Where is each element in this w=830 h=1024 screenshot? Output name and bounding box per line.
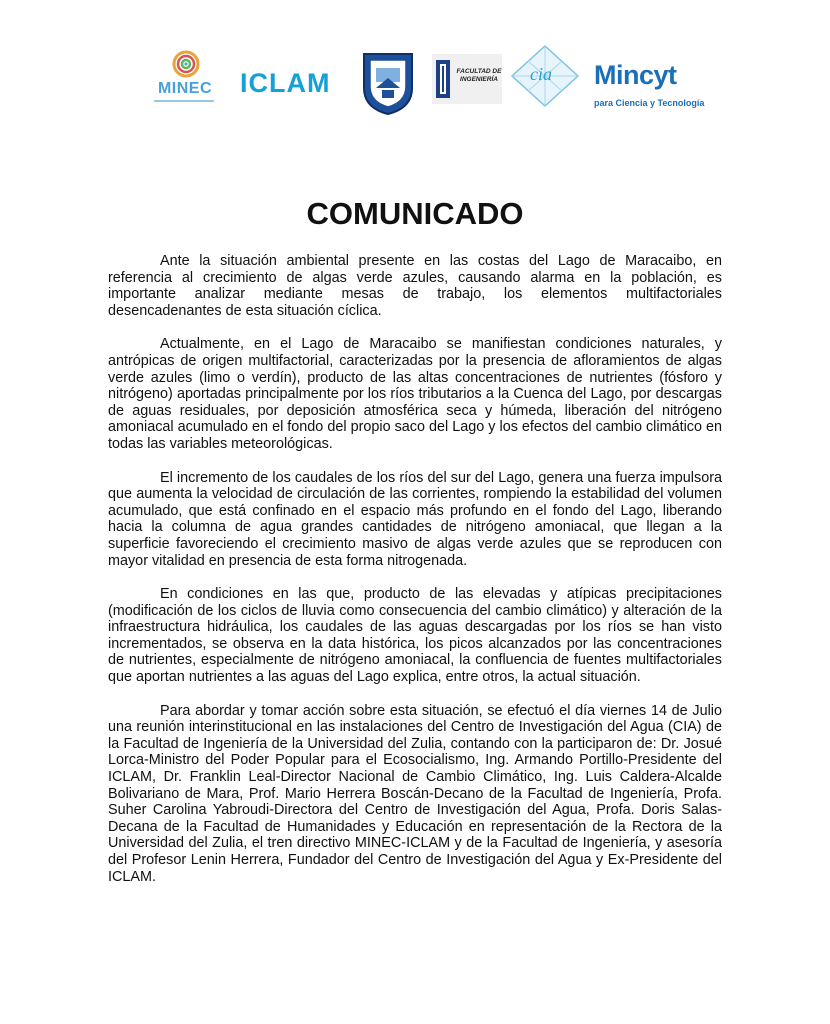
logo-bar <box>150 44 720 122</box>
minec-logo-underline <box>154 100 214 102</box>
paragraph-5: Para abordar y tomar acción sobre esta situación, se efectuó el día viernes 14 de Julio una reunión interinstitucional en las instalaciones del Centro de Investigación del Agua (CIA) de la Facultad de Ingeniería de la Universidad del Zulia, contando con la participaron de: Dr. Josué Lorca-Ministro del Poder Popular para el Ecosocialismo, Ing. Armando Portillo-Presidente del ICLAM, Dr. Franklin Leal-Director Nacional de Cambio Climático, Ing. Luis Caldera-Alcalde Bolivariano de Mara, Prof. Mario Herrera Boscán-Decano de la Facultad de Ingeniería, Profa. Suher Carolina Yabroudi-Directora del Centro de Investigación del Agua, Profa. Doris Salas-Decana de la Facultad de Humanidades y Educación en representación de la Rectora de la Universidad del Zulia, el tren directivo MINEC-ICLAM y de la Facultad de Ingeniería, y asesoría del Profesor Lenin Herrera, Fundador del Centro de Investigación del Agua y Ex-Presidente del ICLAM. <box>108 702 722 885</box>
paragraph-1: Ante la situación ambiental presente en las costas del Lago de Maracaibo, en referencia al crecimiento de algas verde azules, causando alarma en la población, es importante analizar mediante mesas de trabajo, los elementos multifactoriales desencadenantes de esta situación cíclica. <box>108 253 722 319</box>
mincyt-logo-subtitle: para Ciencia y Tecnología <box>594 98 705 108</box>
facultad-logo-text: FACULTAD DE INGENIERÍA <box>456 68 502 83</box>
minec-logo-text: MINEC <box>157 80 213 97</box>
mincyt-logo-text: Mincyt <box>594 60 677 90</box>
iclam-logo: ICLAM <box>240 68 331 98</box>
minec-spiral-icon <box>151 48 221 82</box>
paragraph-2: Actualmente, en el Lago de Maracaibo se manifiestan condiciones naturales, y antrópicas de origen multifactorial, caracterizadas por la presencia de afloramientos de algas verde azules (limo o verdín), producto de las altas concentraciones de nutrientes (fósforo y nitrógeno) aportadas principalmente por los ríos tributarios a la Cuenca del Lago, por descargas de aguas residuales, por deposición atmosférica seca y húmeda, liberación del nitrógeno amoniacal acumulado en el fondo del propio saco del Lago y los efectos del cambio climático en todas las variables meteorológicas. <box>108 336 722 452</box>
university-seal-logo <box>360 50 416 116</box>
paragraph-3: El incremento de los caudales de los ríos del sur del Lago, genera una fuerza impulsora que aumenta la velocidad de circulación de las corrientes, rompiendo la estabilidad del volumen acumulado, que está confinado en el espacio más profundo en el fondo del Lago, liberando hacia la columna de agua grandes cantidades de nitrógeno amoniacal, que llegan a la superficie favoreciendo el crecimiento masivo de algas verde azules que se reproducen con mayor vitalidad en presencia de esta forma nitrogenada. <box>108 469 722 569</box>
mincyt-logo <box>594 60 724 116</box>
facultad-ingenieria-logo <box>432 54 502 104</box>
document-body <box>108 253 722 902</box>
minec-logo <box>150 48 222 108</box>
cia-logo <box>510 44 580 108</box>
paragraph-4: En condiciones en las que, producto de las elevadas y atípicas precipitaciones (modificación de los ciclos de lluvia como consecuencia del cambio climático) y alteración de la infraestructura hidráulica, los caudales de las aguas descargadas por los ríos se han visto incrementados, se observa en la data histórica, los picos alcanzados por las concentraciones de nutrientes, especialmente de nitrógeno amoniacal, la confluencia de fuentes multifactoriales que aportan nutrientes a las aguas del Lago explica, entre otros, la actual situación. <box>108 586 722 686</box>
seal-icon <box>360 50 416 116</box>
document-title: COMUNICADO <box>306 196 524 231</box>
cia-logo-text: cia <box>530 64 552 84</box>
